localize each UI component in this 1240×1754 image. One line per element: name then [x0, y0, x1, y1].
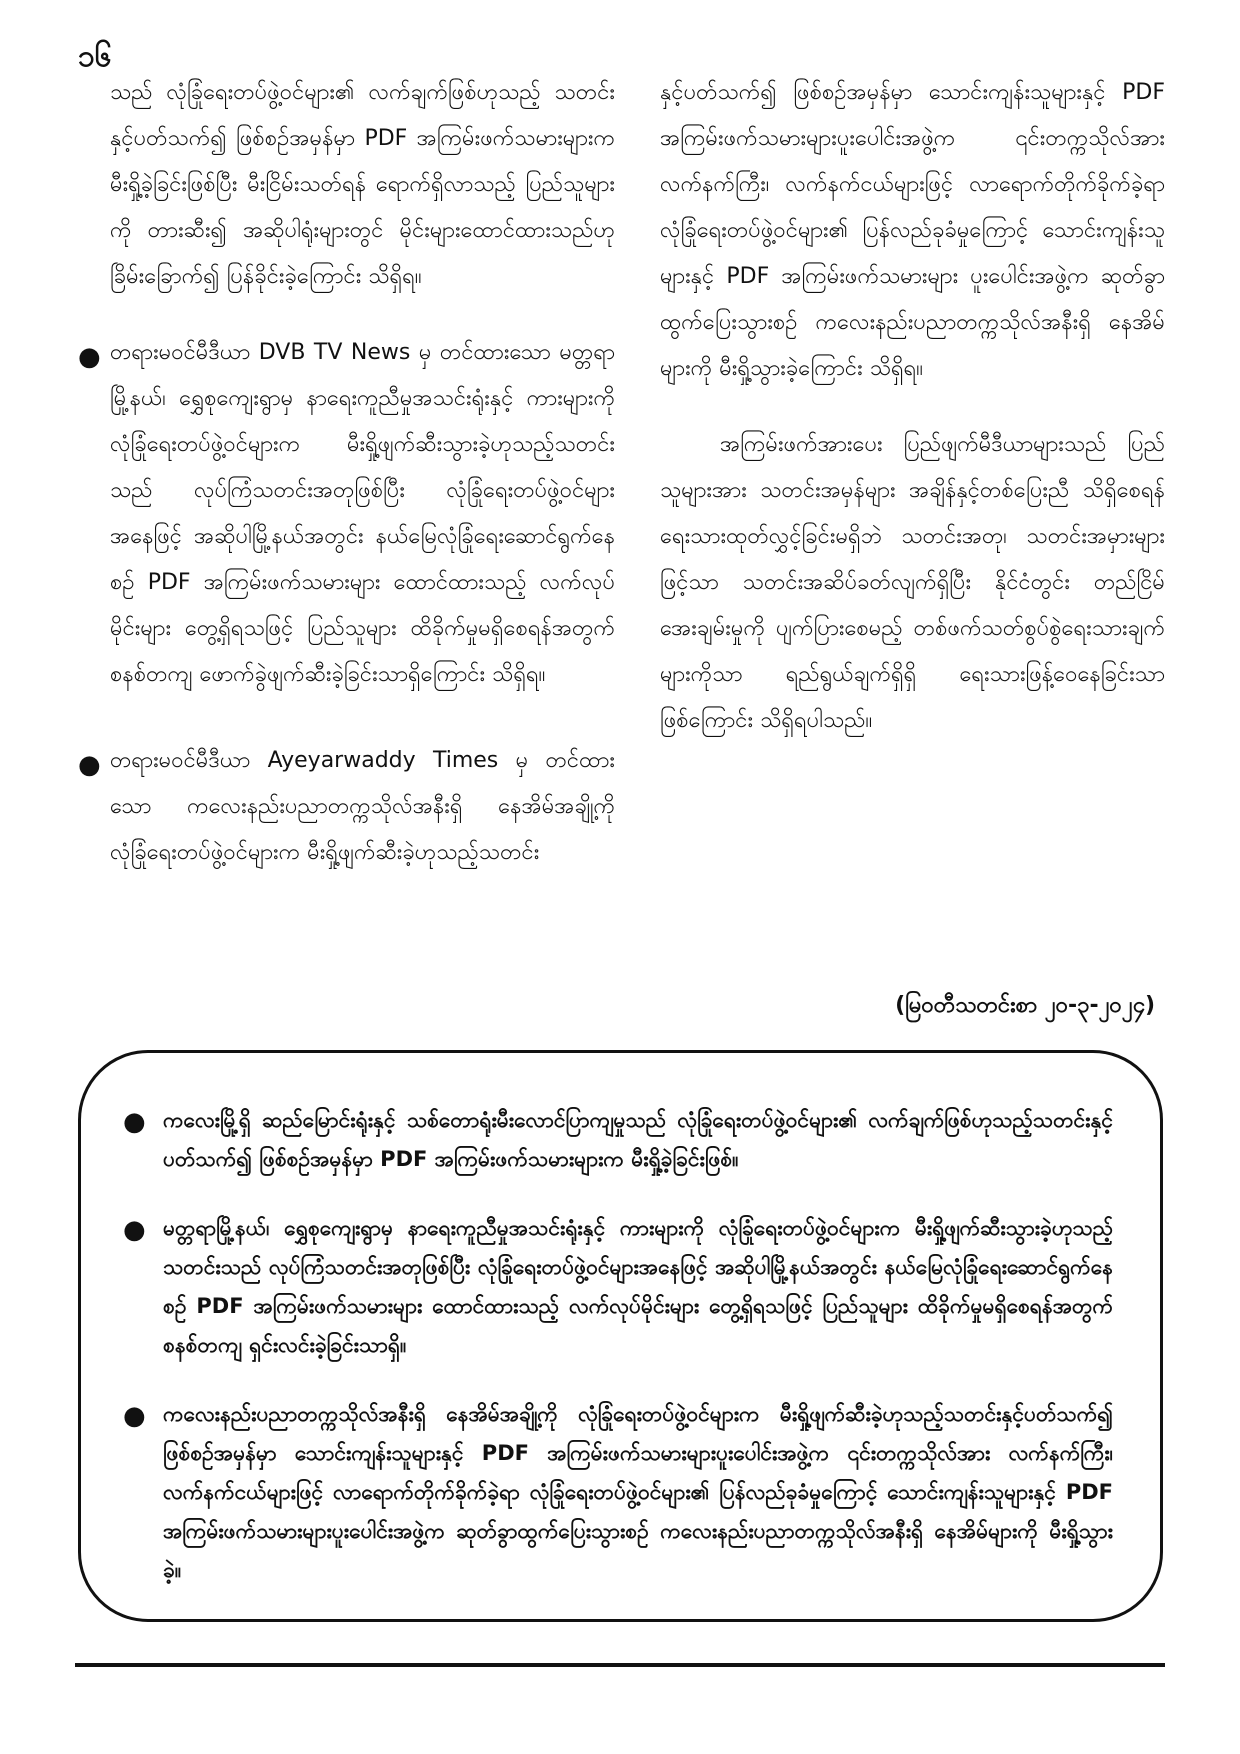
summary-box: [78, 1050, 1163, 1622]
continuation-paragraph: နှင့်ပတ်သက်၍ ဖြစ်စဉ်အမှန်မှာ သောင်းကျန်းသူများနှင့် PDF အကြမ်းဖက်သမားများပူးပေါင်းအဖွဲ့က ၎င်းတက္ကသိုလ်အား လက်နက်ကြီး၊ လက်နက်ငယ်များဖြင့် လာရောက်တိုက်ခိုက်ခဲ့ရာ လုံခြုံရေးတပ်ဖွဲ့ဝင်များ၏ ပြန်လည်ခုခံမှုကြောင့် သောင်းကျန်းသူများနှင့် PDF အကြမ်းဖက်သမားများ ပူးပေါင်းအဖွဲ့က ဆုတ်ခွာထွက်ပြေးသွားစဉ် ကလေးနည်းပညာတက္ကသိုလ်အနီးရှိ နေအိမ်များကို မီးရှို့သွားခဲ့ကြောင်း သိရှိရ။: [660, 80, 1165, 381]
conclusion-paragraph: အကြမ်းဖက်အားပေး ပြည်ဖျက်မီဒီယာများသည် ပြည်သူများအား သတင်းအမှန်များ အချိန်နှင့်တစ်ပြေးညီ သိရှိစေရန် ရေးသားထုတ်လွှင့်ခြင်းမရှိဘဲ သတင်းအတု၊ သတင်းအမှားများဖြင့်သာ သတင်းအဆိပ်ခတ်လျက်ရှိပြီး နိုင်ငံတွင်း တည်ငြိမ်အေးချမ်းမှုကို ပျက်ပြားစေမည့် တစ်ဖက်သတ်စွပ်စွဲရေးသားချက်များကိုသာ ရည်ရွယ်ချက်ရှိရှိ ရေးသားဖြန့်ဝေနေခြင်းသာဖြစ်ကြောင်း သိရှိရပါသည်။: [660, 432, 1165, 733]
bullet-text: တရားမဝင်မီဒီယာ DVB TV News မှ တင်ထားသော မတ္တရာမြို့နယ်၊ ရွှေစုကျေးရွာမှ နာရေးကူညီမှုအသင်းရုံးနှင့် ကားများကို လုံခြုံရေးတပ်ဖွဲ့ဝင်များက မီးရှို့ဖျက်ဆီးသွားခဲ့ဟုသည့်သတင်းသည် လုပ်ကြံသတင်းအတုဖြစ်ပြီး လုံခြုံရေးတပ်ဖွဲ့ဝင်များအနေဖြင့် အဆိုပါမြို့နယ်အတွင်း နယ်မြေလုံခြုံရေးဆောင်ရွက်နေစဉ် PDF အကြမ်းဖက်သမားများ ထောင်ထားသည့် လက်လုပ်မိုင်းများ တွေ့ရှိရသဖြင့် ပြည်သူများ ထိခိုက်မှုမရှိစေရန်အတွက် စနစ်တကျ ဖောက်ခွဲဖျက်ဆီးခဲ့ခြင်းသာရှိကြောင်း သိရှိရ။: [110, 340, 615, 687]
bullet-text: တရားမဝင်မီဒီယာ Ayeyarwaddy Times မှ တင်ထားသော ကလေးနည်းပညာတက္ကသိုလ်အနီးရှိ နေအိမ်အချို့ကို လုံခြုံရေးတပ်ဖွဲ့ဝင်များက မီးရှို့ဖျက်ဆီးခဲ့ဟုသည့်သတင်း: [110, 748, 615, 865]
bottom-divider: [75, 1663, 1165, 1667]
list-item: [78, 330, 615, 698]
left-column: [78, 70, 615, 916]
summary-text: ကလေးနည်းပညာတက္ကသိုလ်အနီးရှိ နေအိမ်အချို့ကို လုံခြုံရေးတပ်ဖွဲ့ဝင်များက မီးရှို့ဖျက်ဆီးခဲ့ဟုသည့်သတင်းနှင့်ပတ်သက်၍ ဖြစ်စဉ်အမှန်မှာ သောင်းကျန်းသူများနှင့် PDF အကြမ်းဖက်သမားများပူးပေါင်းအဖွဲ့က ၎င်းတက္ကသိုလ်အား လက်နက်ကြီး၊ လက်နက်ငယ်များဖြင့် လာရောက်တိုက်ခိုက်ခဲ့ရာ လုံခြုံရေးတပ်ဖွဲ့ဝင်များ၏ ပြန်လည်ခုခံမှုကြောင့် သောင်းကျန်းသူများနှင့် PDF အကြမ်းဖက်သမားများပူးပေါင်းအဖွဲ့က ဆုတ်ခွာထွက်ပြေးသွားစဉ် ကလေးနည်းပညာတက္ကသိုလ်အနီးရှိ နေအိမ်များကို မီးရှို့သွားခဲ့။: [163, 1402, 1113, 1582]
page-number: ၁၆: [78, 39, 112, 74]
bullet-icon: ●: [123, 1401, 146, 1431]
intro-paragraph: သည် လုံခြုံရေးတပ်ဖွဲ့ဝင်များ၏ လက်ချက်ဖြစ်ဟုသည့် သတင်းနှင့်ပတ်သက်၍ ဖြစ်စဉ်အမှန်မှာ PDF အကြမ်းဖက်သမားများက မီးရှို့ခဲ့ခြင်းဖြစ်ပြီး မီးငြိမ်းသတ်ရန် ရောက်ရှိလာသည့် ပြည်သူများကို တားဆီး၍ အဆိုပါရုံးများတွင် မိုင်းများထောင်ထားသည်ဟု ခြိမ်းခြောက်၍ ပြန်ခိုင်းခဲ့ကြောင်း သိရှိရ။: [110, 80, 615, 289]
summary-text: ကလေးမြို့ရှိ ဆည်မြောင်းရုံးနှင့် သစ်တောရုံးမီးလောင်ပြာကျမှုသည် လုံခြုံရေးတပ်ဖွဲ့ဝင်များ၏ လက်ချက်ဖြစ်ဟုသည့်သတင်းနှင့်ပတ်သက်၍ ဖြစ်စဉ်အမှန်မှာ PDF အကြမ်းဖက်သမားများက မီးရှို့ခဲ့ခြင်းဖြစ်။: [163, 1108, 1113, 1171]
bullet-icon: ●: [78, 750, 101, 780]
list-item: [123, 1209, 1113, 1365]
list-item: [123, 1101, 1113, 1179]
list-item: [78, 738, 615, 876]
bullet-icon: ●: [123, 1215, 146, 1245]
bullet-icon: ●: [78, 342, 101, 372]
summary-text: မတ္တရာမြို့နယ်၊ ရွှေစုကျေးရွာမှ နာရေးကူညီမှုအသင်းရုံးနှင့် ကားများကို လုံခြုံရေးတပ်ဖွဲ့ဝင်များက မီးရှို့ဖျက်ဆီးသွားခဲ့ဟုသည့်သတင်းသည် လုပ်ကြံသတင်းအတုဖြစ်ပြီး လုံခြုံရေးတပ်ဖွဲ့ဝင်များအနေဖြင့် အဆိုပါမြို့နယ်အတွင်း နယ်မြေလုံခြုံရေးဆောင်ရွက်နေစဉ် PDF အကြမ်းဖက်သမားများ ထောင်ထားသည့် လက်လုပ်မိုင်းများ တွေ့ရှိရသဖြင့် ပြည်သူများ ထိခိုက်မှုမရှိစေရန်အတွက် စနစ်တကျ ရှင်းလင်းခဲ့ခြင်းသာရှိ။: [163, 1216, 1113, 1357]
right-column: [660, 70, 1165, 774]
summary-list: [123, 1101, 1113, 1620]
bullet-icon: ●: [123, 1107, 146, 1137]
list-item: [123, 1395, 1113, 1590]
source-citation: (မြဝတီသတင်းစာ ၂၀-၃-၂၀၂၄): [895, 993, 1155, 1018]
